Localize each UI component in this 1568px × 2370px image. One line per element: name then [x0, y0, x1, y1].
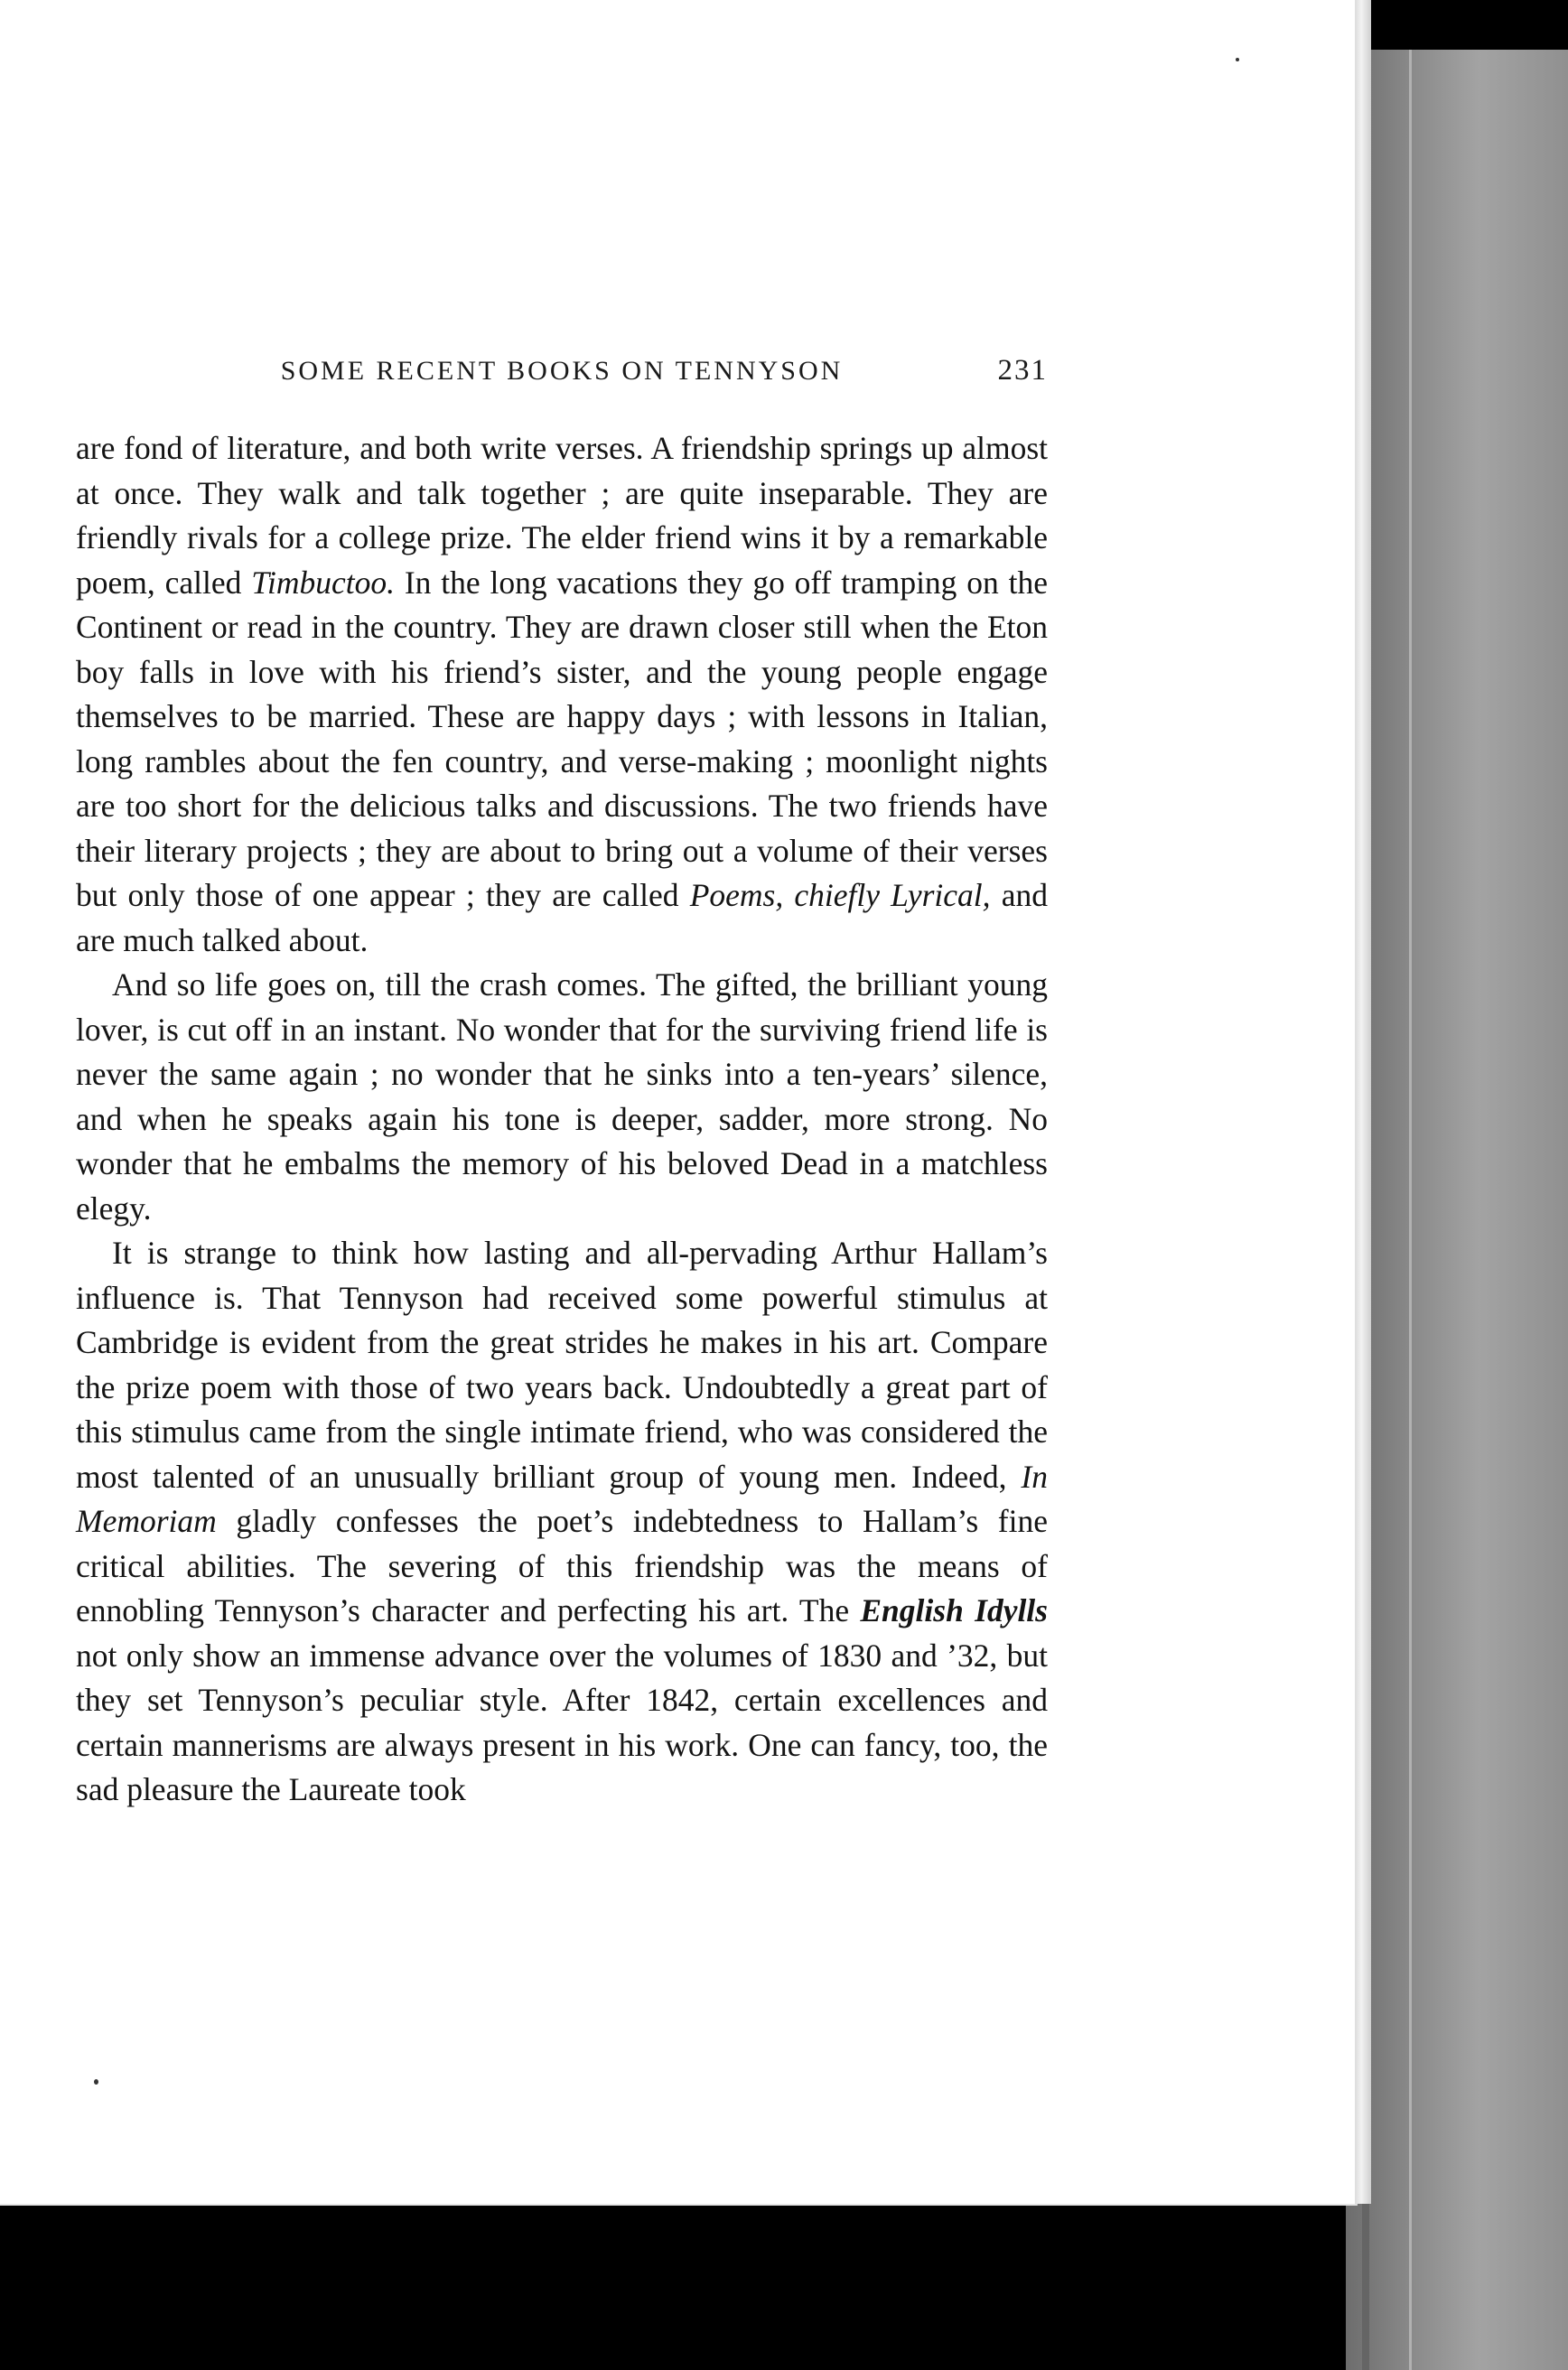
title-english-idylls: English Idylls [860, 1592, 1048, 1628]
running-head: SOME RECENT BOOKS ON TENNYSON [280, 356, 844, 386]
ink-speck [1236, 58, 1239, 61]
paragraph-1 [76, 426, 1048, 963]
paragraph-1-text-b: In the long vacations they go off tramping on the Continent or read in the country. They are drawn closer still when the Eton boy falls in love with his friend’s sister, and the young people engage themselves to be married. These are happy days ; with lessons in Italian, long rambles about the fen country, and verse-making ; moonlight nights are too short for the delicious talks and discussions. The two friends have their literary projects ; they are about to bring out a volume of their verses but only those of one appear ; they are called [76, 564, 1048, 913]
title-in-memoriam: In Memoriam [76, 1458, 1048, 1539]
body-text [76, 426, 1048, 1813]
ink-speck [94, 2079, 98, 2085]
page-edge [1355, 0, 1371, 2204]
title-poems-chiefly-lyrical: Poems, chiefly Lyrical, [689, 877, 991, 913]
paragraph-2: And so life goes on, till the crash comes. The gifted, the brilliant young lover, is cut off in an instant. No wonder that for the surviving friend life is never the same again ; no wonder that he sinks into a ten-years’ silence, and when he speaks again his tone is deeper, sadder, more strong. No wonder that he embalms the memory of his beloved Dead in a matchless elegy. [76, 966, 1048, 1227]
paragraph-1-text-a: are fond of literature, and both write verses. A friendship springs up almost at once. They walk and talk together ; are quite inseparable. They are friendly rivals for a college prize. The elder friend wins it by a remarkable poem, called [76, 430, 1048, 601]
paragraph-3-text-c: not only show an immense advance over the volumes of 1830 and ’32, but they set Tennyson’s peculiar style. After 1842, certain excellences and certain mannerisms are always present in his work. One can fancy, too, the sad pleasure the Laureate took [76, 1637, 1048, 1807]
paragraph-3-text-b: gladly confesses the poet’s indebtedness to Hallam’s fine critical abilities. The severing of this friendship was the means of ennobling Tennyson’s character and perfecting his art. The [76, 1503, 1048, 1628]
page-number: 231 [997, 354, 1048, 387]
title-timbuctoo: Timbuctoo. [251, 564, 395, 601]
paragraph-3 [76, 1231, 1048, 1813]
paragraph-3-text-a: It is strange to think how lasting and all-pervading Arthur Hallam’s influence is. That Tennyson had received some powerful stimulus at Cambridge is evident from the great strides he makes in his art. Compare the prize poem with those of two years back. Undoubtedly a great part of this stimulus came from the single intimate friend, who was considered the most talented of an unusually brilliant group of young men. Indeed, [76, 1235, 1048, 1495]
underlying-page-edges [1346, 50, 1568, 2370]
paragraph-1-text-c: and are much talked about. [76, 877, 1048, 958]
